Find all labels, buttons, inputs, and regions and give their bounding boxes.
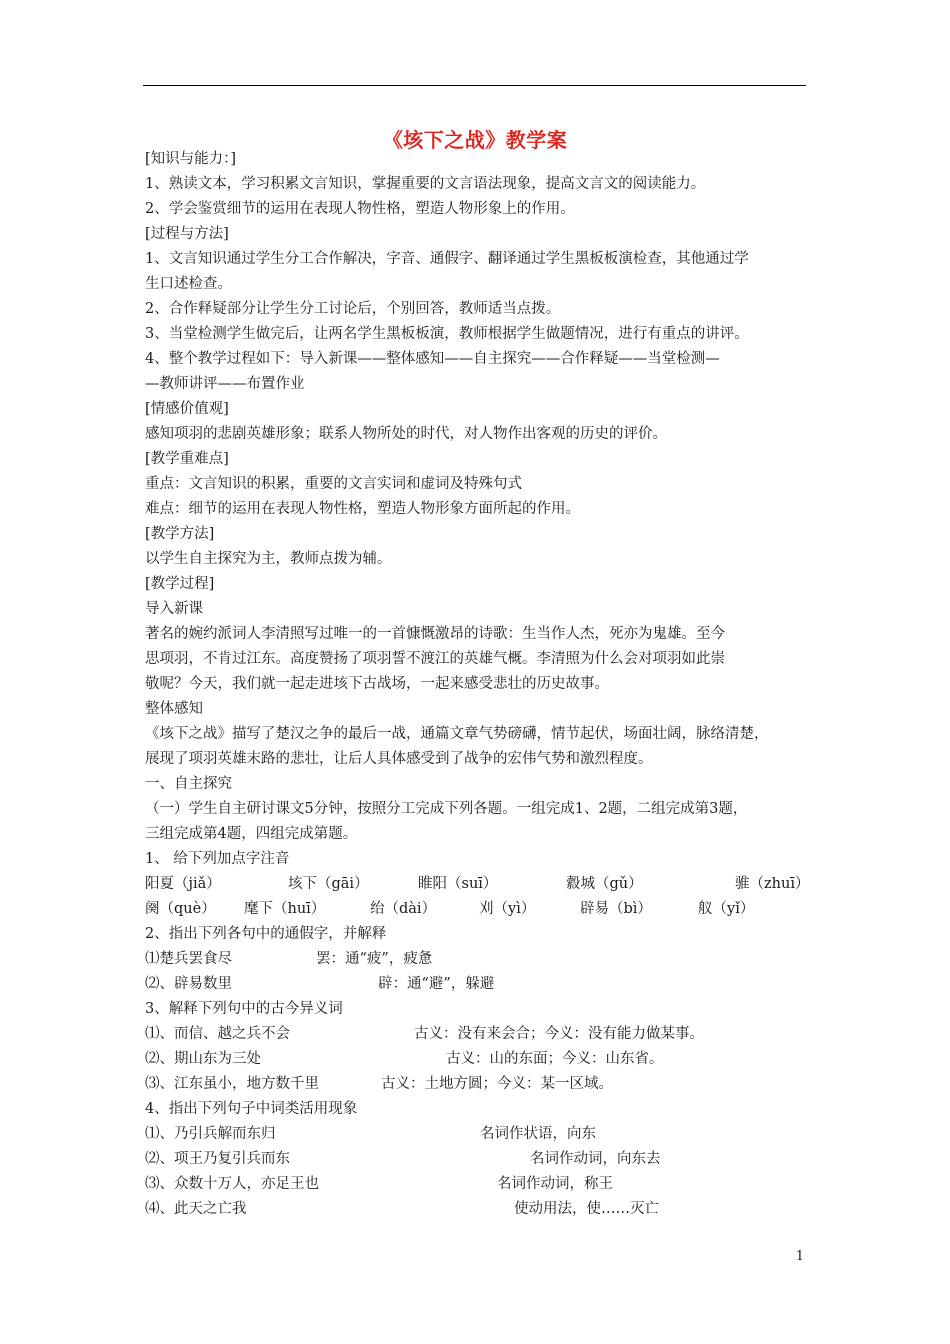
question-heading: 2、指出下列各句中的通假字，并解释 (145, 926, 387, 942)
pinyin-item: 阳夏（jiǎ） (145, 876, 221, 892)
pinyin-item: 垓下（gāi） (288, 876, 369, 892)
page-number: 1 (795, 1249, 804, 1264)
pinyin-item: 舣（yǐ） (698, 901, 755, 917)
question-sentence: ⑴、而信、越之兵不会 (145, 1026, 290, 1042)
text-line: 三组完成第4题，四组完成第题。 (145, 826, 358, 842)
question-answer: 名词作动词，称王 (497, 1176, 613, 1192)
text-line: 1、熟读文本，学习积累文言知识，掌握重要的文言语法现象，提高文言文的阅读能力。 (145, 176, 706, 192)
text-line: 重点：文言知识的积累，重要的文言实词和虚词及特殊句式 (145, 476, 522, 492)
question-answer: 古义：山的东面；今义：山东省。 (446, 1051, 664, 1067)
text-line: [教学过程] (145, 576, 215, 592)
text-line: [教学重难点] (145, 451, 229, 467)
question-answer: 名词作状语，向东 (480, 1126, 596, 1142)
text-line: 展现了项羽英雄末路的悲壮，让后人具体感受到了战争的宏伟气势和激烈程度。 (145, 751, 653, 767)
text-line: 思项羽，不肯过江东。高度赞扬了项羽誓不渡江的英雄气概。李清照为什么会对项羽如此崇 (145, 651, 725, 667)
text-line: [情感价值观] (145, 401, 229, 417)
question-answer: 名词作动词，向东去 (530, 1151, 661, 1167)
text-line: 2、合作释疑部分让学生分工讨论后，个别回答，教师适当点拨。 (145, 301, 561, 317)
question-sentence: ⑶、众数十万人，亦足王也 (145, 1176, 319, 1192)
question-answer: 使动用法，使……灭亡 (514, 1201, 659, 1217)
text-line: 生口述检查。 (145, 276, 232, 292)
text-line: 著名的婉约派词人李清照写过唯一的一首慷慨激昂的诗歌：生当作人杰，死亦为鬼雄。至今 (145, 626, 725, 642)
pinyin-item: 睢阳（suī） (418, 876, 498, 892)
question-heading: 3、解释下列句中的古今异义词 (145, 1001, 343, 1017)
text-line: 整体感知 (145, 701, 203, 717)
text-line: 以学生自主探究为主，教师点拨为辅。 (145, 551, 392, 567)
question-sentence: ⑶、江东虽小，地方数千里 (145, 1076, 319, 1092)
text-line: （一）学生自主研讨课文5分钟，按照分工完成下列各题。一组完成1、2题，二组完成第3题， (145, 801, 748, 817)
question-sentence: ⑴、乃引兵解而东归 (145, 1126, 276, 1142)
text-line: 1、文言知识通过学生分工合作解决，字音、通假字、翻译通过学生黑板板演检查，其他通过学 (145, 251, 749, 267)
pinyin-item: 辟易（bì） (580, 901, 652, 917)
text-line: [知识与能力：] (145, 151, 237, 167)
pinyin-item: 刈（yì） (479, 901, 536, 917)
text-line: 感知项羽的悲剧英雄形象；联系人物所处的时代，对人物作出客观的历史的评价。 (145, 426, 667, 442)
question-sentence: ⑵、期山东为三处 (145, 1051, 261, 1067)
question-sentence: ⑵、项王乃复引兵而东 (145, 1151, 290, 1167)
question-answer: 古义：没有来会合；今义：没有能力做某事。 (414, 1026, 704, 1042)
text-line: [过程与方法] (145, 226, 229, 242)
text-line: [教学方法] (145, 526, 215, 542)
text-line: 难点：细节的运用在表现人物性格，塑造人物形象方面所起的作用。 (145, 501, 580, 517)
text-line: 2、学会鉴赏细节的运用在表现人物性格，塑造人物形象上的作用。 (145, 201, 575, 217)
pinyin-item: 骓（zhuī） (735, 876, 810, 892)
text-line: 4、整个教学过程如下：导入新课——整体感知——自主探究——合作释疑——当堂检测— (145, 351, 720, 367)
text-line: 《垓下之战》描写了楚汉之争的最后一战，通篇文章气势磅礴，情节起伏，场面壮阔，脉络清楚， (145, 726, 769, 742)
question-sentence: ⑴楚兵罢食尽 (145, 951, 232, 967)
pinyin-item: 麾下（huī） (244, 901, 326, 917)
question-answer: 辟：通“避”，躲避 (378, 976, 495, 992)
text-line: —教师讲评——布置作业 (145, 376, 305, 392)
pinyin-item: 阕（què） (145, 901, 216, 917)
question-sentence: ⑷、此天之亡我 (145, 1201, 247, 1217)
header-rule (143, 85, 806, 86)
question-answer: 古义：土地方圆；今义：某一区域。 (381, 1076, 613, 1092)
pinyin-item: 縠城（gǔ） (566, 876, 643, 892)
pinyin-item: 绐（dài） (370, 901, 437, 917)
question-sentence: ⑵、辟易数里 (145, 976, 232, 992)
question-answer: 罢：通“疲”，疲惫 (316, 951, 433, 967)
text-line: 3、当堂检测学生做完后，让两名学生黑板板演，教师根据学生做题情况，进行有重点的讲评。 (145, 326, 749, 342)
text-line: 一、自主探究 (145, 776, 232, 792)
text-line: 导入新课 (145, 601, 203, 617)
question-heading: 4、指出下列句子中词类活用现象 (145, 1101, 358, 1117)
text-line: 敬呢？今天，我们就一起走进垓下古战场，一起来感受悲壮的历史故事。 (145, 676, 609, 692)
page-title: 《垓下之战》教学案 (382, 128, 568, 152)
text-line: 1、 给下列加点字注音 (145, 851, 290, 867)
